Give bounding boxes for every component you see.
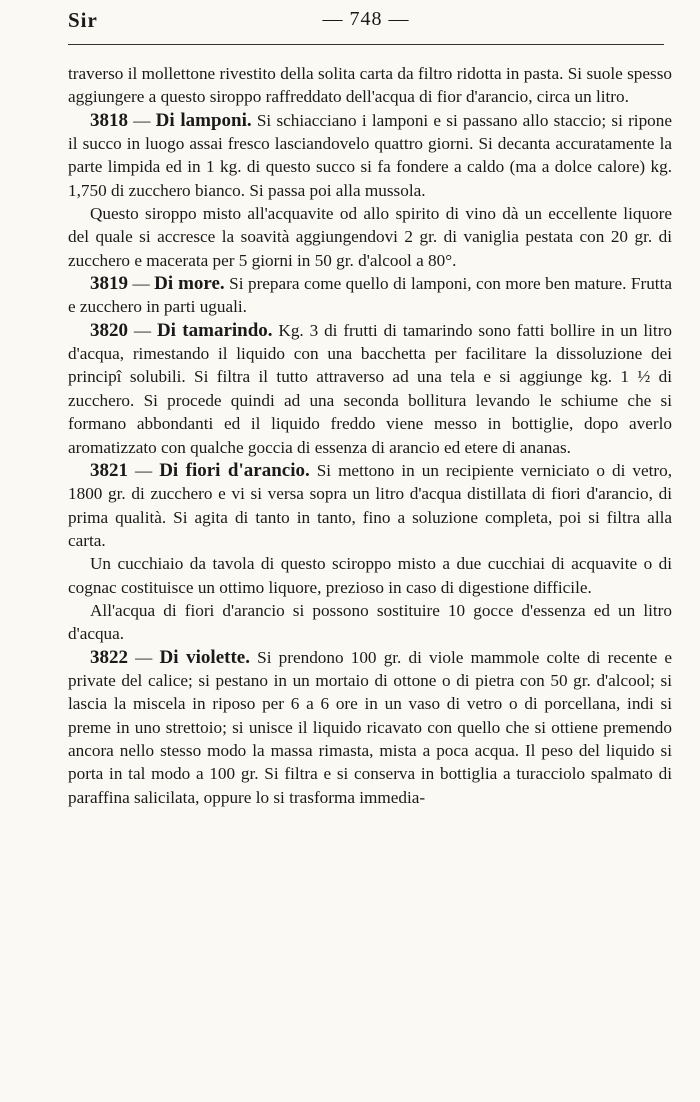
- page-number: — 748 —: [322, 8, 410, 30]
- page-body: [68, 62, 672, 809]
- recipe-entry-3819: [68, 272, 672, 319]
- entry-title: Di tamarindo.: [156, 319, 273, 341]
- running-head: Sir: [68, 8, 98, 32]
- entry-separator: —: [128, 274, 155, 294]
- entry-number: 3822: [90, 646, 128, 668]
- entry-text: Si mettono in un recipiente verniciato o di vetro, 1800 gr. di zucchero e vi si versa sopra un litro d'acqua distillata di fiori d'arancio, di prima qualità. Si agita di tanto in tanto, fino a soluzione completa, poi si filtra alla carta.: [68, 460, 672, 550]
- entry-text: Kg. 3 di frutti di tamarindo sono fatti bollire in un litro d'acqua, rimestando il liquido con una bacchetta per facilitare la dissoluzione dei principî solubili. Si filtra il tutto attraverso ad una tela e si aggiunge kg. 1 ½ di zucchero. Si procede quindi ad una seconda bollitura levando le schiume che si formano abbondanti ed il liquido freddo viene messo in bottiglie, dopo averlo aromatizzato con qualche goccia di essenza di arancio ed etere di ananas.: [68, 320, 673, 457]
- entry-separator: —: [128, 110, 156, 130]
- header-rule: [68, 44, 664, 45]
- entry-title: Di lamponi.: [155, 109, 252, 131]
- entry-title: Di more.: [154, 273, 225, 295]
- entry-text: Si prendono 100 gr. di viole mammole colte di recente e private del calice; si pestano in un mortaio di ottone o di pietra con 50 gr. d'alcool; si lascia la miscela in riposo per 6 a 6 ore in un vaso di vetro o di porcellana, indi si preme in uno strettoio; si unisce il liquido ricavato con quello che si ottiene premendo ancora nello stesso modo la massa rimasta, mista a poca acqua. Il peso del liquido si porta in tal modo a 100 gr. Si filtra e si conserva in bottiglia a turacciolo spalmato di paraffina salicilata, oppure lo si trasforma immedia-: [68, 647, 673, 807]
- entry-separator: —: [128, 460, 160, 480]
- entry-separator: —: [128, 647, 160, 667]
- entry-title: Di fiori d'arancio.: [159, 459, 310, 481]
- recipe-entry-3822: [68, 646, 672, 809]
- paragraph: Un cucchiaio da tavola di questo sciroppo misto a due cucchiai di acquavite o di cognac costituisce un ottimo liquore, prezioso in caso di digestione difficile.: [68, 554, 672, 597]
- paragraph: All'acqua di fiori d'arancio si possono sostituire 10 gocce d'essenza ed un litro d'acqua.: [68, 600, 672, 644]
- entry-title: Di violette.: [159, 646, 250, 668]
- page-header: [68, 8, 664, 38]
- paragraph: traverso il mollettone rivestito della solita carta da filtro ridotta in pasta. Si suole spesso aggiungere a questo siroppo raffreddato dell'acqua di fior d'arancio, circa un litro.: [68, 64, 672, 107]
- paragraph: Questo siroppo misto all'acquavite od allo spirito di vino dà un eccellente liquore del quale si accresce la soavità aggiungendovi 2 gr. di vaniglia pestata con 20 gr. di zucchero e macerata per 5 giorni in 50 gr. d'alcool a 80°.: [68, 204, 672, 270]
- entry-number: 3821: [90, 459, 128, 481]
- entry-number: 3820: [90, 319, 128, 341]
- entry-number: 3818: [90, 109, 128, 131]
- recipe-entry-3820: [68, 319, 672, 459]
- entry-separator: —: [128, 320, 157, 340]
- entry-text: Si schiacciano i lamponi e si passano allo staccio; si ripone il succo in luogo assai fresco lasciandovelo quattro giorni. Si decanta accuratamente la parte limpida ed in 1 kg. di questo succo si fa fondere a caldo (ma a dolce calore) kg. 1,750 di zucchero bianco. Si passa poi alla mussola.: [68, 110, 672, 200]
- recipe-entry-3818: [68, 109, 672, 202]
- entry-number: 3819: [90, 273, 128, 295]
- recipe-entry-3821: [68, 459, 672, 552]
- entry-text: Si prepara come quello di lamponi, con more ben mature. Frutta e zucchero in parti uguali.: [68, 274, 672, 317]
